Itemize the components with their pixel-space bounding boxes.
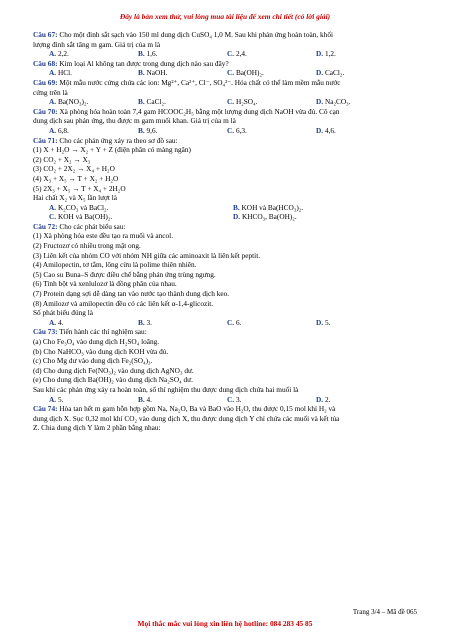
experiment-item: (d) Cho dung dịch Fe(NO₃)₂ vào dung dịch AgNO₃ dư.	[33, 365, 194, 375]
question-text: lượng đinh sắt tăng m gam. Giá trị của m là	[33, 39, 161, 49]
question-label: Câu 67:	[33, 30, 58, 39]
question-ask: Số phát biểu đúng là	[33, 308, 93, 318]
statement-item: (4) Amilopectin, tơ tằm, lông cừu là polime thiên nhiên.	[33, 260, 197, 270]
experiment-item: (a) Cho Fe₃O₄ vào dung dịch H₂SO₄ loãng.	[33, 337, 160, 346]
question-text: Xà phòng hóa hoàn toàn 7,4 gam HCOOC₂H₅ bằng một lượng dung dịch NaOH vừa đủ. Cô cạn	[59, 106, 340, 116]
option-d: D. 5.	[316, 317, 331, 327]
question-ask: Hai chất X₂ và X₅ lần lượt là	[33, 193, 118, 203]
option-b: B. KOH và Ba(HCO₃)₂.	[233, 202, 304, 212]
option-c: C. 6,3.	[227, 125, 247, 135]
option-a: A. 6,8.	[49, 125, 69, 135]
question-72	[33, 222, 417, 328]
option-b: B. 1,6.	[138, 49, 158, 59]
option-a: A. HCl.	[49, 68, 72, 78]
question-67	[33, 30, 417, 59]
reaction-line: (5) 2X₃ + X₅ → T + X₄ + 2H₂O	[33, 183, 126, 193]
question-text: dung dịch sau phản ứng, thu được m gam muối khan. Giá trị của m là	[33, 116, 236, 126]
question-71	[33, 136, 417, 222]
option-c: C. 3.	[227, 394, 242, 404]
option-c: C. Ba(OH)₂.	[227, 68, 264, 78]
answer-options	[33, 395, 417, 405]
answer-options	[33, 318, 417, 328]
question-ask: Sau khi các phản ứng xảy ra hoàn toàn, số thí nghiệm thu được dung dịch chứa hai muối là	[33, 384, 299, 394]
option-d: D. 2.	[316, 394, 331, 404]
option-d: D. 1,2.	[316, 49, 336, 59]
question-label: Câu 70:	[33, 106, 58, 116]
question-69	[33, 78, 417, 107]
reaction-line: (4) X₃ + X₅ → T + X₂ + H₂O	[33, 173, 119, 183]
answer-options	[33, 126, 417, 136]
option-d: D. KHCO₃, Ba(OH)₂.	[233, 212, 297, 222]
statement-item: (7) Protein dạng sợi dễ dàng tan vào nước tạo thành dung dịch keo.	[33, 289, 230, 299]
question-label: Câu 72:	[33, 221, 58, 231]
statement-item: (3) Liên kết của nhóm CO với nhóm NH giữa các aminoaxit là liên kết peptit.	[33, 250, 261, 260]
option-a: A. Ba(NO₃)₂.	[49, 97, 89, 107]
question-70	[33, 107, 417, 136]
experiment-item: (b) Cho NaHCO₃ vào dung dịch KOH vừa đủ.	[33, 346, 169, 356]
answer-options	[33, 49, 417, 59]
option-a: A. K₂CO₃ và BaCl₂.	[49, 202, 109, 212]
option-c: C. 2,4.	[227, 49, 247, 59]
option-b: B. 3.	[138, 317, 153, 327]
question-73	[33, 327, 417, 404]
answer-options	[33, 97, 417, 107]
preview-banner: Đây là bản xem thử, vui lòng mua tài liệu để xem chi tiết (có lời giải)	[119, 12, 331, 21]
option-b: B. NaOH.	[138, 68, 168, 78]
answer-options	[33, 203, 417, 213]
option-d: D. CaCl₂.	[316, 68, 345, 78]
experiment-item: (c) Cho Mg dư vào dung dịch Fe₂(SO₄)₃.	[33, 356, 153, 366]
page-number: Trang 3/4 – Mã đề 065	[352, 608, 417, 616]
option-b: B. 4.	[138, 394, 153, 404]
option-d: D. 4,6.	[316, 125, 336, 135]
experiment-item: (e) Cho dung dịch Ba(OH)₂ vào dung dịch Na₂SO₄ dư.	[33, 375, 193, 385]
question-68	[33, 59, 417, 78]
statement-item: (8) Amilozơ và amilopectin đều có các liên kết α-1,4-glicozit.	[33, 298, 214, 308]
question-text: Cho một đinh sắt sạch vào 150 ml dung dịch CuSO₄ 1,0 M. Sau khi phản ứng hoàn toàn, khối	[59, 30, 333, 39]
question-text: Một mẫu nước cứng chứa các ion: Mg²⁺, Ca²⁺, Cl⁻, SO₄²⁻. Hóa chất có thể làm mềm mẫu nước	[59, 77, 341, 87]
statement-item: (6) Tinh bột và xenlulozơ là đồng phân của nhau.	[33, 279, 177, 289]
statement-item: (5) Cao su Buna–S được điều chế bằng phản ứng trùng ngưng.	[33, 269, 216, 279]
question-text: Tiến hành các thí nghiệm sau:	[59, 327, 147, 337]
question-body	[33, 30, 417, 433]
option-a: A. 5.	[49, 394, 64, 404]
option-a: A. 2,2.	[49, 49, 69, 59]
question-text: Cho các phản ứng xảy ra theo sơ đồ sau:	[59, 135, 178, 145]
question-text: Hòa tan hết m gam hỗn hợp gồm Na, Na₂O, Ba và BaO vào H₂O, thu được 0,15 mol khí H₂ và	[59, 404, 336, 414]
question-74	[33, 404, 417, 433]
question-text: Cho các phát biểu sau:	[59, 221, 126, 231]
question-label: Câu 73:	[33, 327, 58, 337]
option-c: C. KOH và Ba(OH)₂.	[49, 212, 113, 222]
option-c: C. 6.	[227, 317, 242, 327]
reaction-line: (3) CO₂ + 2X₂ → X₄ + H₂O	[33, 164, 115, 174]
hotline-footer: Mọi thắc mắc vui lòng xin liên hệ hotline: 084 283 45 85	[137, 619, 313, 628]
option-d: D. Na₂CO₃.	[316, 97, 351, 107]
answer-options	[33, 212, 417, 222]
question-label: Câu 74:	[33, 404, 58, 414]
option-a: A. 4.	[49, 317, 64, 327]
statement-item: (2) Fructozơ có nhiều trong mật ong.	[33, 241, 141, 251]
option-b: B. 9,6.	[138, 125, 158, 135]
option-c: C. H₂SO₄.	[227, 97, 258, 107]
reaction-line: (2) CO₂ + X₂ → X₃	[33, 154, 91, 164]
question-label: Câu 71:	[33, 135, 58, 145]
reaction-line: (1) X + H₂O → X₂ + Y + Z (điện phân có màng ngăn)	[33, 145, 191, 155]
answer-options	[33, 68, 417, 78]
option-b: B. CaCl₂.	[138, 97, 166, 107]
question-label: Câu 69:	[33, 77, 58, 87]
question-text: Kim loại Al không tan được trong dung dịch nào sau đây?	[59, 58, 229, 68]
question-text: dung dịch X. Sục 0,32 mol khí CO₂ vào dung dịch X, thu được dung dịch Y chỉ chứa các muối và kết tủa	[33, 413, 340, 423]
question-label: Câu 68:	[33, 58, 58, 68]
question-text: Z. Chia dung dịch Y làm 2 phần bằng nhau:	[33, 423, 161, 433]
question-text: cứng trên là	[33, 87, 68, 97]
statement-item: (1) Xà phòng hóa este đều tạo ra muối và ancol.	[33, 231, 174, 241]
